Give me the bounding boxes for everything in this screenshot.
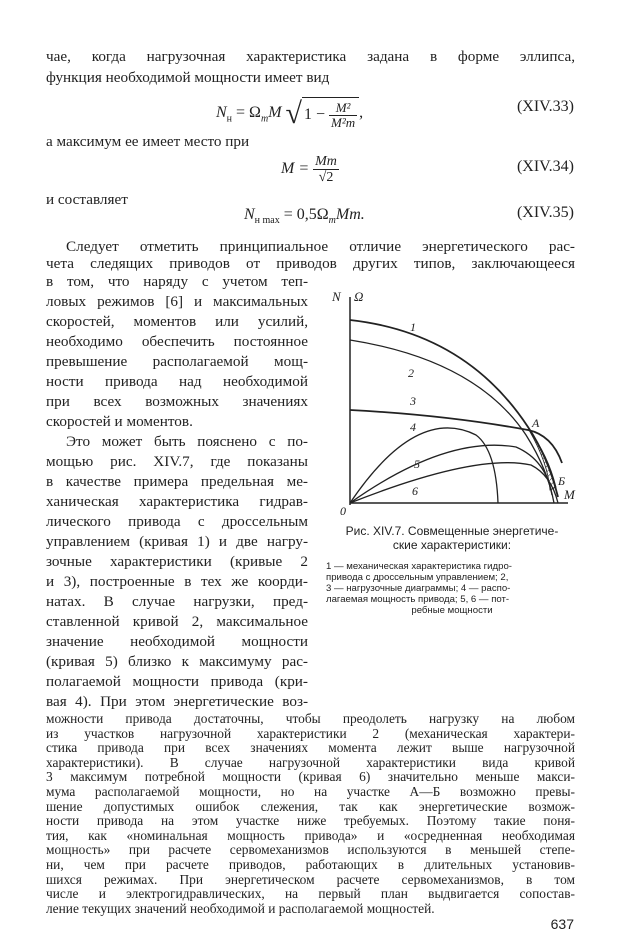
equation-number: (XIV.33) <box>516 98 574 115</box>
text-line: вая 4). При этом энергетические воз- <box>46 693 308 710</box>
text-line: и составляет <box>46 191 128 208</box>
curve-label-1: 1 <box>410 320 416 334</box>
text-line: скоростей и моментов. <box>46 413 193 430</box>
text-line: полагаемой мощности привода (кри- <box>46 673 308 690</box>
text-line: можности привода достаточны, чтобы преодолеть нагрузку на любом <box>46 711 575 726</box>
text-line: а максимум ее имеет место при <box>46 133 250 150</box>
text-line: ставленной кривой 2, максимальное <box>46 613 308 630</box>
point-a-label: А <box>532 416 540 430</box>
text-line: функция необходимой мощности имеет вид <box>46 69 330 86</box>
text-line: превышение располагаемой мощ- <box>46 353 308 370</box>
text-line: характеристики). В случае нагрузочной характеристики вида кривой <box>46 754 575 770</box>
axis-label-n: N <box>332 289 341 304</box>
curve-label-5: 5 <box>414 457 420 471</box>
text-line: скоростей, моментов или усилий, <box>46 313 308 330</box>
text-line: ни, чем при расчете приводов, работающих в длительных установив- <box>46 857 575 872</box>
text-line: в том, что наряду с учетом теп- <box>46 273 308 290</box>
text-line: (кривая 5) близко к максимуму рас- <box>46 653 308 670</box>
text-line: числе и электрогидравлических, на первый план выдвигается сопостав- <box>46 886 575 902</box>
equation-xiv-33: $N_н = \Omega_mM$ √ 1 − $\frac{\text{M²}}{\text{M²m}}$ , <box>216 97 364 130</box>
text-line: и 3), построенные в тех же коорди- <box>46 573 308 590</box>
figure-legend: 1 — механическая характеристика гидро- привода с дроссельным управлением; 2, 3 — нагрузочные диаграммы; 4 — распо- лагаемая мощность привода; 5, 6 — пот- ребные мощности <box>326 561 512 616</box>
text-line: значение необходимой мощности <box>46 633 308 650</box>
equation-number: (XIV.34) <box>516 158 574 175</box>
hatched-region <box>529 430 556 490</box>
text-line: Это может быть пояснено с по- <box>66 433 308 450</box>
curve-label-3: 3 <box>410 394 416 408</box>
equation-number: (XIV.35) <box>516 204 574 221</box>
text-line: лического привода с дроссельным <box>46 513 308 530</box>
curve-5 <box>350 445 552 503</box>
point-b-label: Б <box>558 474 566 488</box>
text-line: мощность» при расчете сервомеханизмов используются в меньшей степе- <box>46 842 575 858</box>
text-line: из участков нагрузочной характеристики 2 (механическая характери- <box>46 725 575 741</box>
text-line: ление текущих значений необходимой и располагаемой мощностей. <box>46 900 435 916</box>
text-line: шение допустимых ошибок слежения, так как энергетические возмож- <box>46 798 575 814</box>
curve-label-6: 6 <box>412 484 418 498</box>
text-line: при всех возможных значениях <box>46 393 308 410</box>
equation-xiv-34: M = $\frac{Mm}{√2}$ <box>281 154 337 185</box>
axis-label-m: M <box>564 487 575 502</box>
radical-sign: √ <box>285 97 302 130</box>
text-line: натах. В случае нагрузки, пред- <box>46 593 308 610</box>
text-line: мощью рис. XIV.7, где показаны <box>46 453 308 470</box>
figure-caption: Рис. XIV.7. Совмещенные энергетиче- ские характеристики: <box>345 524 559 552</box>
text-line: в качестве примера предельная ме- <box>46 473 308 490</box>
text-line: мума располагаемой мощности, но на участке А—Б возможно превы- <box>46 784 575 799</box>
text-line: тия, как «номинальная мощность привода» и «осредненная необходимая <box>46 827 575 843</box>
energy-characteristics-figure <box>326 285 588 520</box>
text-line: чае, когда нагрузочная характеристика задана в форме эллипса, <box>46 48 575 65</box>
axis-label-omega: Ω <box>354 289 364 304</box>
text-line: ханическая характеристика гидрав- <box>46 493 308 510</box>
text-line: ловых режимов [6] и максимальных <box>46 293 308 310</box>
curve-label-2: 2 <box>408 366 414 380</box>
text-line: стика привода при всех значениях момента лежит выше нагрузочной <box>46 740 575 756</box>
text-line: чета следящих приводов от приводов других типов, заключающееся <box>46 255 575 272</box>
equation-xiv-35: $N_{н max} = 0,5\Omega_mMm$. <box>244 206 365 227</box>
text-line: Следует отметить принципиальное отличие энергетического рас- <box>66 238 575 255</box>
text-line: зочные характеристики (кривые 2 <box>46 553 308 570</box>
text-line: управлением (кривая 1) и две нагру- <box>46 533 308 550</box>
page-number: 637 <box>550 916 574 932</box>
curve-label-4: 4 <box>410 420 416 434</box>
text-line: шихся режимах. При энергетическом расчете сервомеханизмов, в том <box>46 871 575 887</box>
text-line: 3 максимум потребной мощности (кривая 6) значительно меньше макси- <box>46 769 575 785</box>
text-line: ности привода на этом участке ниже требуемых. Поэтому такие поня- <box>46 813 575 829</box>
origin-label: 0 <box>340 504 346 518</box>
text-line: необходимо обеспечить постоянное <box>46 333 308 350</box>
text-line: ности привода над необходимой <box>46 373 308 390</box>
